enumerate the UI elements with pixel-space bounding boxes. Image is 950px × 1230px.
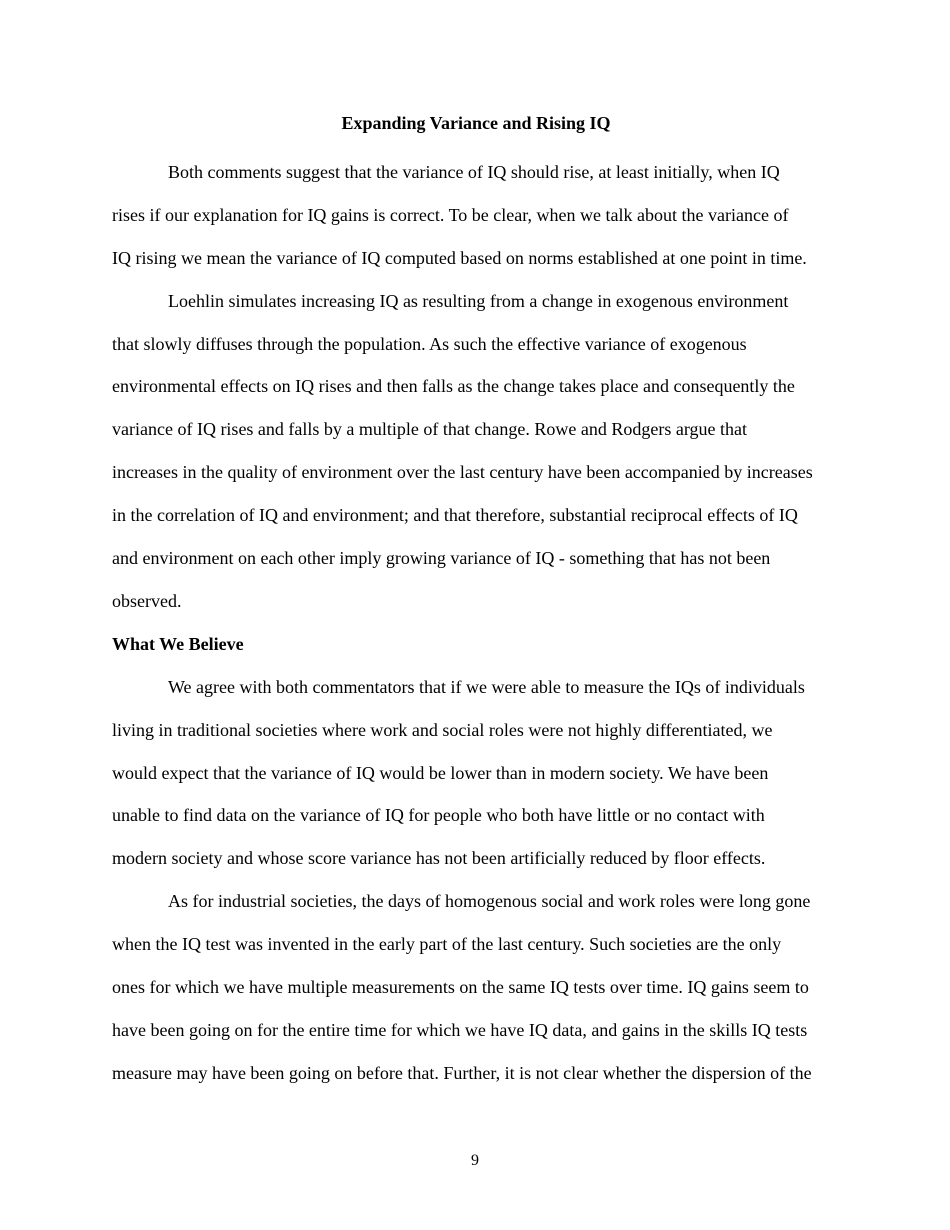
page-number: 9 <box>471 1152 479 1169</box>
paragraph-line: when the IQ test was invented in the early part of the last century. Such societies are the only <box>112 934 782 955</box>
paragraph-line: increases in the quality of environment over the last century have been accompanied by increases <box>112 462 813 483</box>
page-body <box>112 108 840 1095</box>
paragraph-line: in the correlation of IQ and environment; and that therefore, substantial reciprocal effects of IQ <box>112 505 798 526</box>
paragraph-line: have been going on for the entire time for which we have IQ data, and gains in the skills IQ tests <box>112 1020 808 1041</box>
paragraph-line: environmental effects on IQ rises and then falls as the change takes place and consequently the <box>112 376 795 397</box>
paragraph-line: and environment on each other imply growing variance of IQ - something that has not been <box>112 548 771 569</box>
paragraph-line: variance of IQ rises and falls by a multiple of that change. Rowe and Rodgers argue that <box>112 419 747 440</box>
paragraph-line: IQ rising we mean the variance of IQ computed based on norms established at one point in time. <box>112 247 807 268</box>
paragraph-line: rises if our explanation for IQ gains is correct. To be clear, when we talk about the variance of <box>112 204 789 225</box>
paragraph-line: Both comments suggest that the variance of IQ should rise, at least initially, when IQ <box>168 161 780 182</box>
paragraph-line: We agree with both commentators that if we were able to measure the IQs of individuals <box>168 676 805 697</box>
paragraph-line: would expect that the variance of IQ would be lower than in modern society. We have been <box>112 762 769 783</box>
paragraph-4 <box>112 880 840 1095</box>
paragraph-1 <box>112 151 840 280</box>
section-heading: What We Believe <box>112 633 244 654</box>
section-title: Expanding Variance and Rising IQ <box>341 113 611 133</box>
paragraph-line: As for industrial societies, the days of homogenous social and work roles were long gone <box>168 891 811 912</box>
paragraph-line: living in traditional societies where work and social roles were not highly differentiated, we <box>112 719 773 740</box>
paragraph-line: that slowly diffuses through the population. As such the effective variance of exogenous <box>112 333 747 354</box>
paragraph-line: observed. <box>112 590 182 611</box>
paragraph-line: unable to find data on the variance of IQ for people who both have little or no contact with <box>112 805 765 826</box>
paragraph-line: measure may have been going on before that. Further, it is not clear whether the dispersion of the <box>112 1062 812 1083</box>
paragraph-3 <box>112 666 840 881</box>
paragraph-line: ones for which we have multiple measurements on the same IQ tests over time. IQ gains seem to <box>112 977 809 998</box>
paragraph-2 <box>112 280 840 623</box>
paragraph-line: Loehlin simulates increasing IQ as resulting from a change in exogenous environment <box>168 290 789 311</box>
paragraph-line: modern society and whose score variance has not been artificially reduced by floor effects. <box>112 848 766 869</box>
